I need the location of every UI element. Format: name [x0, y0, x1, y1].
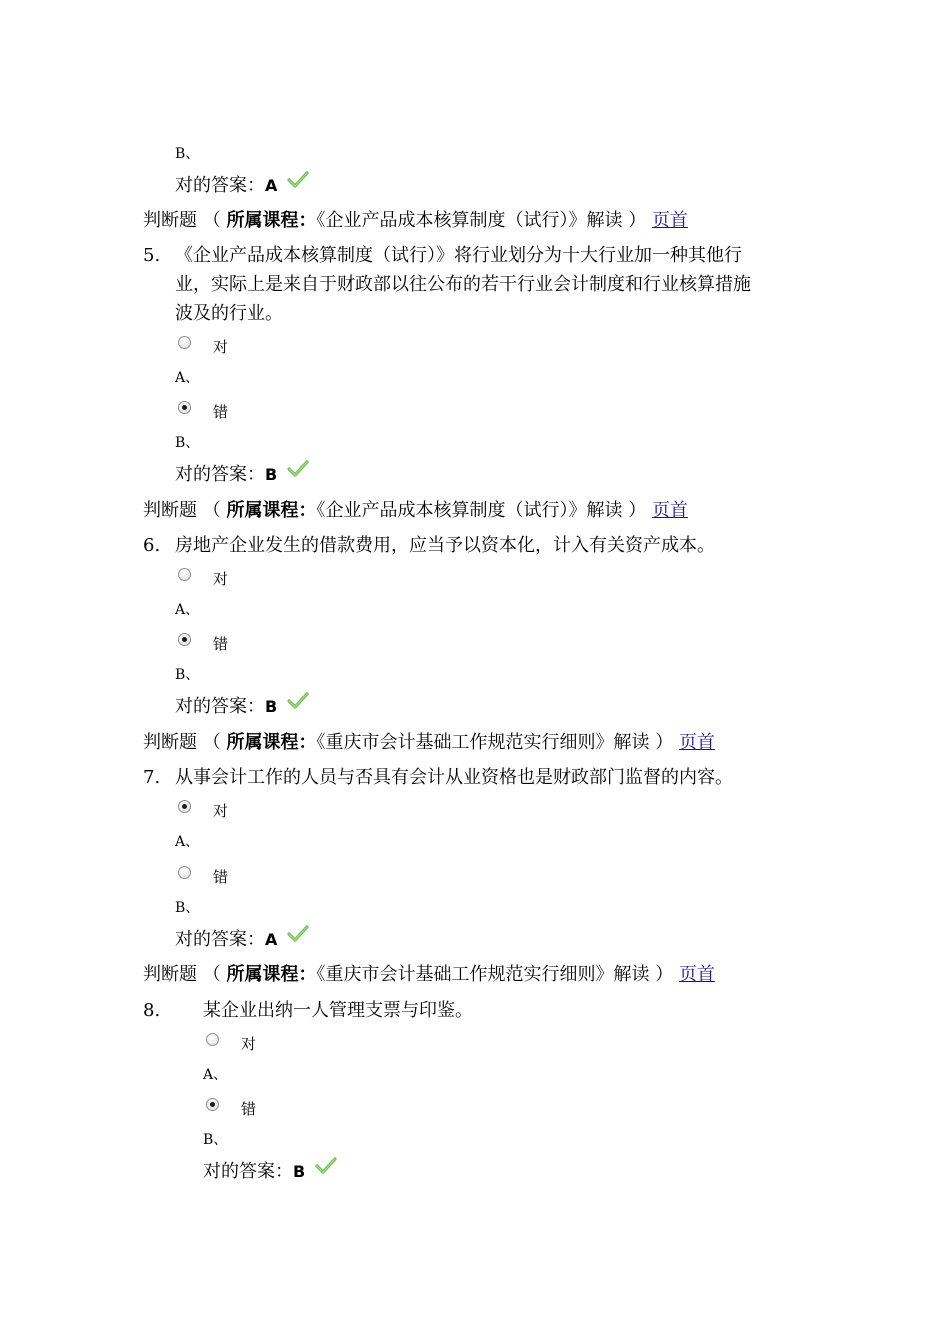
check-icon — [287, 171, 309, 189]
option-letter: B、 — [203, 1132, 228, 1148]
question-text: 房地产企业发生的借款费用，应当予以资本化，计入有关资产成本。 — [175, 535, 715, 556]
option-letter: B、 — [175, 435, 200, 451]
answer-letter: B — [265, 465, 278, 484]
correct-answer — [175, 692, 277, 718]
course-label: 所属课程： — [226, 732, 317, 753]
back-to-top-link[interactable]: 页首 — [651, 500, 688, 521]
check-icon — [287, 460, 309, 478]
radio-option-b[interactable] — [178, 633, 191, 646]
check-icon — [315, 1157, 337, 1175]
question-meta — [143, 496, 688, 522]
course-label: 所属课程： — [226, 964, 317, 985]
paren-close: ） — [655, 732, 674, 753]
radio-option-a[interactable] — [178, 568, 191, 581]
question-text-line: 《企业产品成本核算制度（试行）》将行业划分为十大行业加一种其他行 — [175, 245, 742, 266]
course-label: 所属课程： — [226, 210, 317, 231]
back-to-top-link[interactable]: 页首 — [678, 732, 715, 753]
option-label: 错 — [213, 403, 229, 421]
question-type: 判断题 — [143, 732, 197, 753]
back-to-top-link[interactable]: 页首 — [678, 964, 715, 985]
option-label: 错 — [213, 635, 229, 653]
question-text-line: 波及的行业。 — [175, 303, 283, 324]
option-letter: A、 — [175, 602, 200, 618]
correct-answer — [175, 171, 277, 197]
option-label: 对 — [213, 338, 229, 356]
option-label: 对 — [241, 1035, 257, 1053]
option-letter: A、 — [203, 1067, 228, 1083]
radio-option-a[interactable] — [178, 336, 191, 349]
question-type: 判断题 — [143, 210, 197, 231]
answer-letter: B — [265, 697, 278, 716]
answer-letter: B — [293, 1162, 306, 1181]
paren-open: （ — [202, 500, 221, 521]
answer-prefix: 对的答案： — [203, 1161, 293, 1182]
answer-prefix: 对的答案： — [175, 929, 265, 950]
back-to-top-link[interactable]: 页首 — [651, 210, 688, 231]
question-meta — [143, 960, 715, 986]
question-number: 5. — [143, 245, 161, 266]
answer-prefix: 对的答案： — [175, 464, 265, 485]
question-number: 7. — [143, 767, 161, 788]
question-meta — [143, 728, 715, 754]
paren-close: ） — [655, 964, 674, 985]
paren-open: （ — [202, 210, 221, 231]
correct-answer — [175, 925, 277, 951]
correct-answer — [175, 460, 277, 486]
course-name: 《企业产品成本核算制度（试行）》解读 — [316, 210, 623, 231]
radio-option-b[interactable] — [206, 1098, 219, 1111]
paren-open: （ — [202, 964, 221, 985]
course-name: 《企业产品成本核算制度（试行）》解读 — [316, 500, 623, 521]
correct-answer — [203, 1157, 305, 1183]
paren-close: ） — [628, 210, 647, 231]
option-label: 错 — [241, 1100, 257, 1118]
answer-letter: A — [265, 930, 278, 949]
option-label: 对 — [213, 570, 229, 588]
option-letter: B、 — [175, 667, 200, 683]
answer-prefix: 对的答案： — [175, 696, 265, 717]
radio-option-b[interactable] — [178, 866, 191, 879]
question-text: 某企业出纳一人管理支票与印鉴。 — [203, 1000, 473, 1021]
option-letter: A、 — [175, 834, 200, 850]
option-letter: B、 — [175, 900, 200, 916]
option-letter: B、 — [175, 146, 200, 162]
question-text-line: 业，实际上是来自于财政部以往公布的若干行业会计制度和行业核算措施 — [175, 274, 751, 295]
question-meta — [143, 206, 688, 232]
check-icon — [287, 692, 309, 710]
answer-prefix: 对的答案： — [175, 175, 265, 196]
option-letter: A、 — [175, 370, 200, 386]
answer-letter: A — [265, 176, 278, 195]
paren-open: （ — [202, 732, 221, 753]
question-type: 判断题 — [143, 964, 197, 985]
question-number: 8. — [143, 1000, 161, 1021]
option-label: 错 — [213, 868, 229, 886]
course-name: 《重庆市会计基础工作规范实行细则》解读 — [316, 964, 650, 985]
check-icon — [287, 925, 309, 943]
question-type: 判断题 — [143, 500, 197, 521]
course-label: 所属课程： — [226, 500, 317, 521]
question-text: 从事会计工作的人员与否具有会计从业资格也是财政部门监督的内容。 — [175, 767, 733, 788]
paren-close: ） — [628, 500, 647, 521]
question-number: 6. — [143, 535, 161, 556]
option-label: 对 — [213, 802, 229, 820]
radio-option-a[interactable] — [206, 1033, 219, 1046]
course-name: 《重庆市会计基础工作规范实行细则》解读 — [316, 732, 650, 753]
radio-option-a[interactable] — [178, 800, 191, 813]
radio-option-b[interactable] — [178, 401, 191, 414]
